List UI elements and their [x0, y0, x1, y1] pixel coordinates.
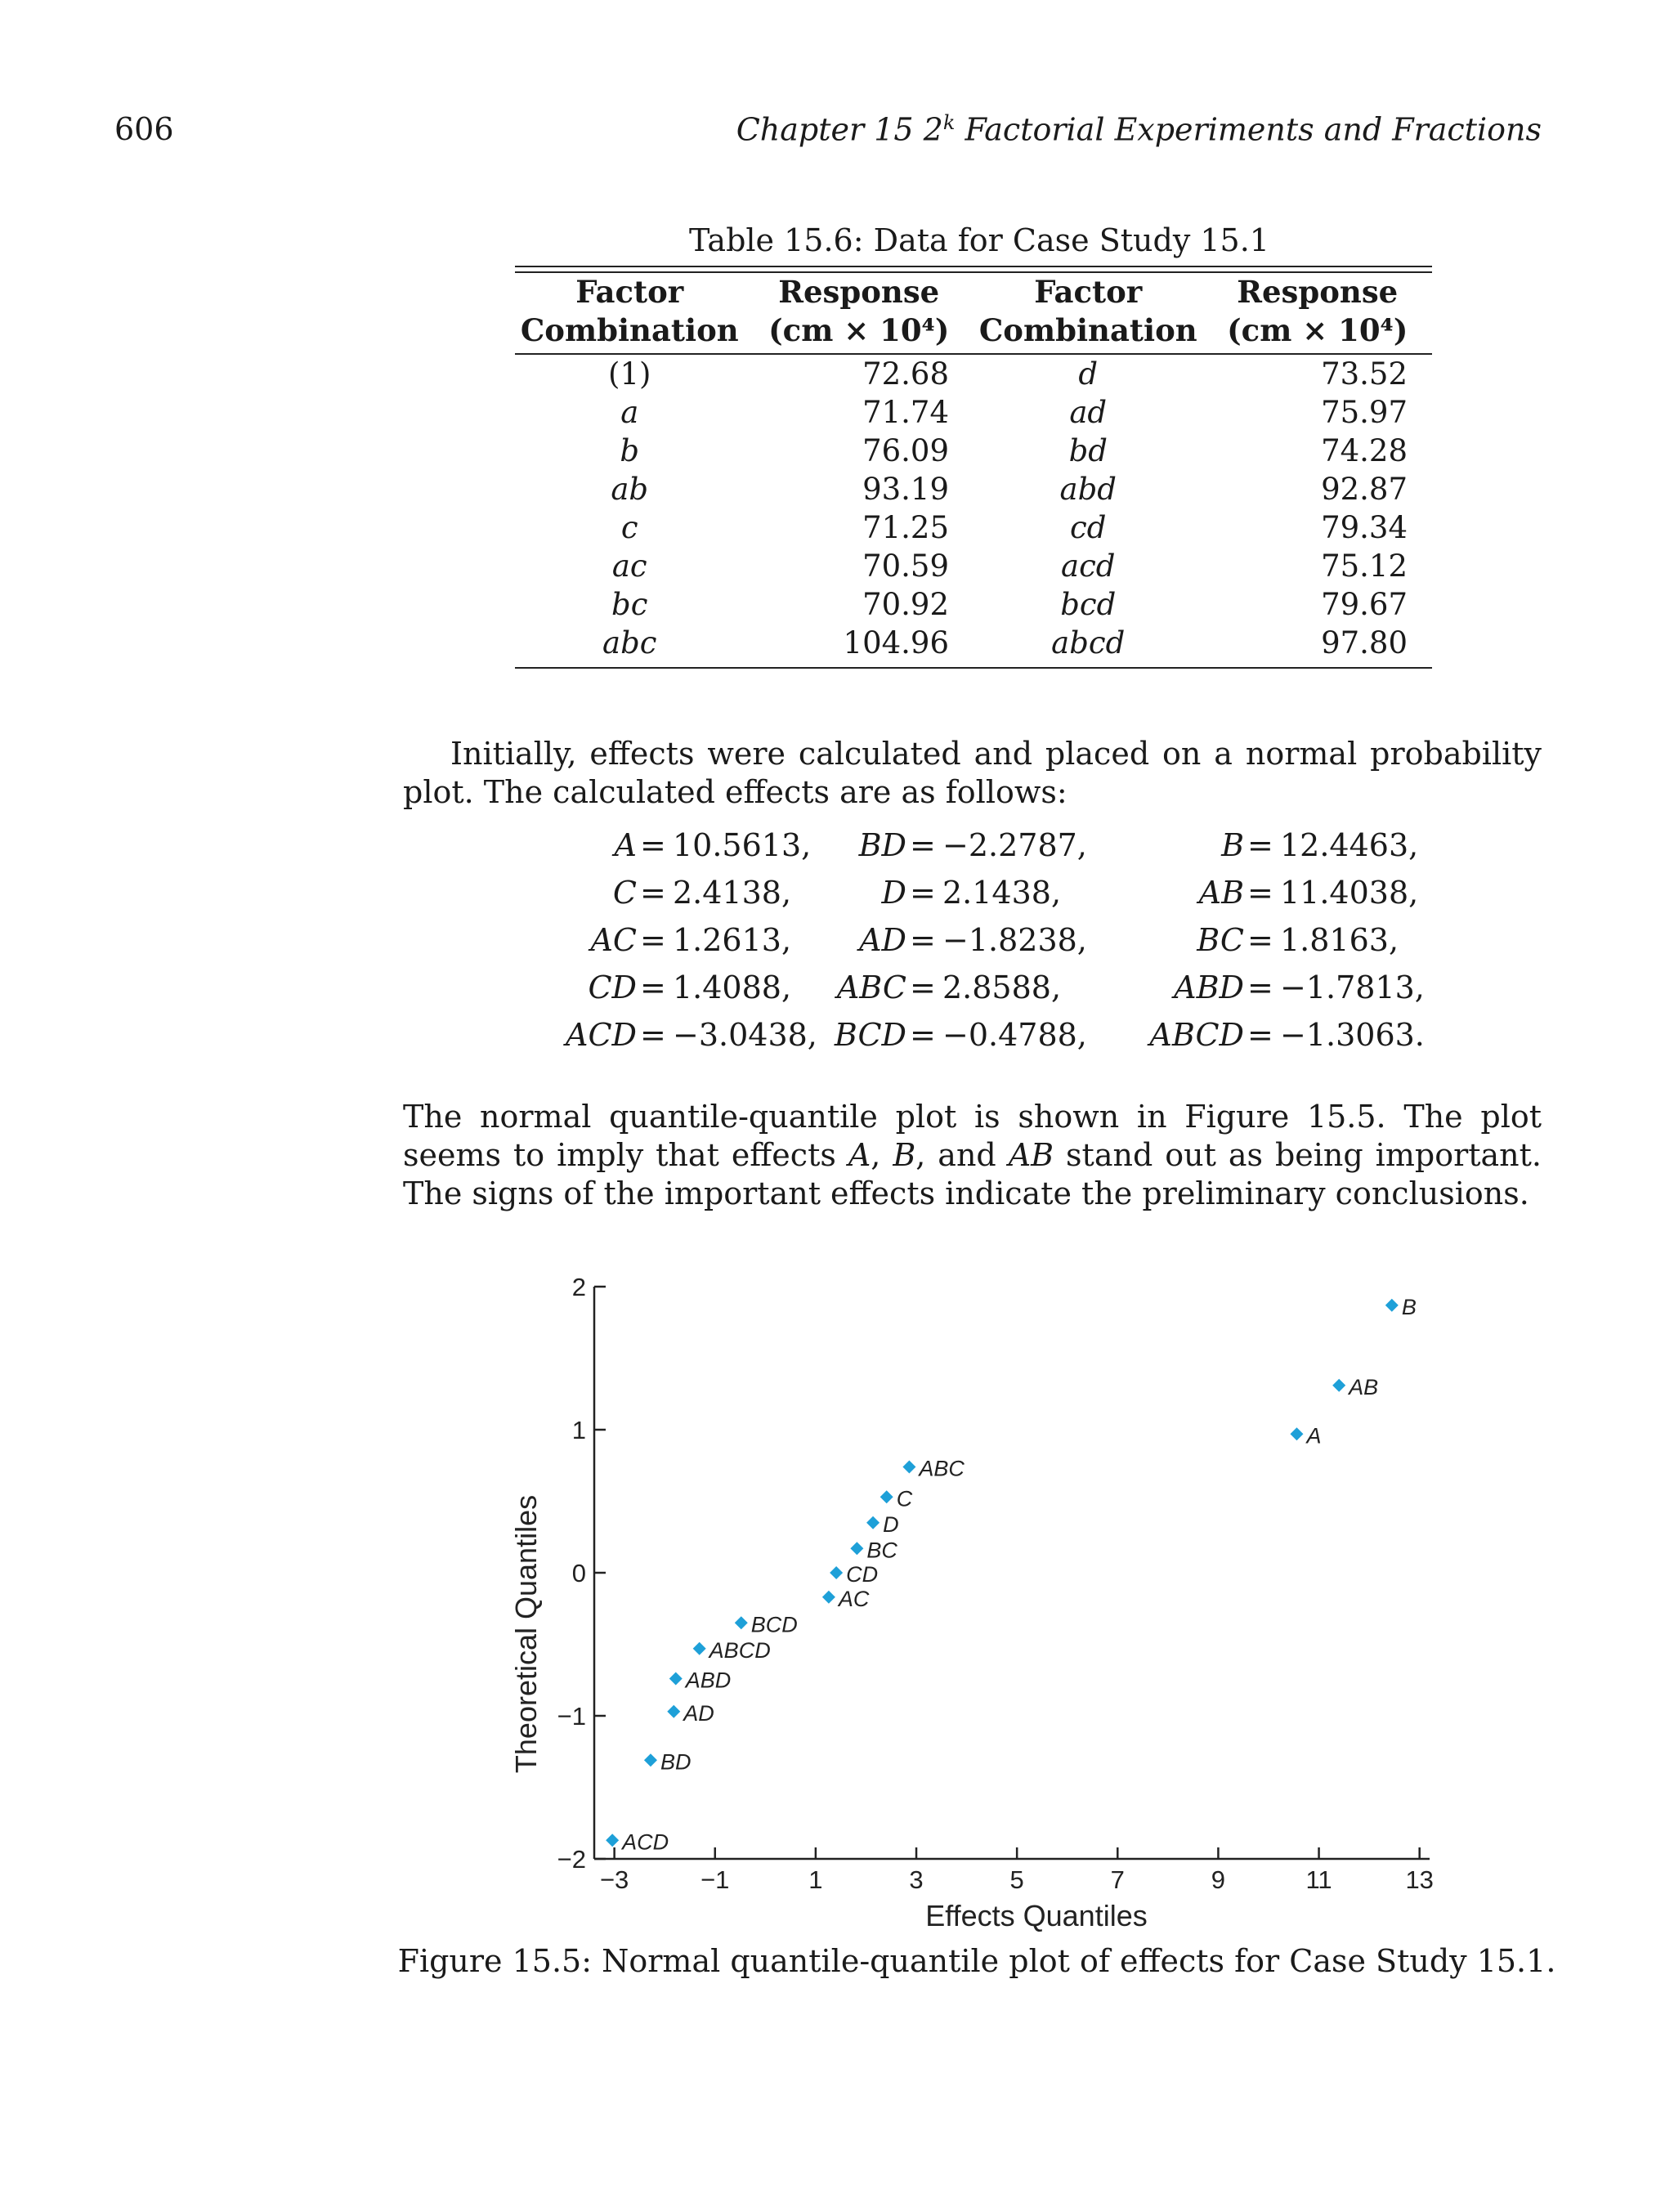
cell-r2: 75.12 [1321, 549, 1408, 584]
table-row [515, 432, 1432, 470]
effect-value: 11.4038, [1280, 875, 1419, 911]
y-tick-label: −2 [557, 1845, 586, 1874]
chapter-title-prefix: Chapter 15 2 [736, 111, 943, 148]
table-top-rule [515, 266, 1432, 273]
point-label: ABC [919, 1456, 965, 1481]
y-tick-label: 2 [571, 1273, 586, 1301]
cell-r2: 79.67 [1321, 587, 1408, 622]
chapter-title-suffix: Factorial Experiments and Fractions [955, 111, 1542, 148]
cell-f2: abcd [1051, 625, 1126, 660]
effect-symbol: AC [590, 922, 637, 958]
x-tick-label: −1 [700, 1865, 730, 1894]
effects-equations [0, 827, 1674, 1064]
p2-effect-a: A [848, 1137, 871, 1173]
point-marker [1385, 1299, 1399, 1312]
equals-sign: = [910, 827, 936, 863]
equals-sign: = [910, 875, 936, 911]
point-label: C [896, 1486, 913, 1511]
y-axis-label: Theoretical Quantiles [509, 1494, 543, 1774]
table-caption: Table 15.6: Data for Case Study 15.1 [689, 222, 1269, 258]
effect-value: −1.7813, [1280, 969, 1425, 1005]
cell-f1: abc [602, 625, 657, 660]
y-tick-label: −1 [557, 1702, 586, 1731]
effect-value: −3.0438, [673, 1017, 817, 1053]
cell-r1: 104.96 [843, 625, 949, 660]
cell-f1: c [620, 510, 638, 545]
effect-value: −1.3063. [1280, 1017, 1425, 1053]
point-label: B [1401, 1294, 1417, 1319]
y-tick-label: 1 [571, 1416, 586, 1444]
effect-symbol: BC [1197, 922, 1244, 958]
equals-sign: = [640, 1017, 666, 1053]
table-bottom-rule [515, 667, 1432, 669]
table-row [515, 547, 1432, 585]
effect-value: 2.8588, [942, 969, 1062, 1005]
effect-name [1221, 827, 1244, 863]
header-factor-1: Factor [575, 274, 684, 310]
cell-f2: bcd [1060, 587, 1117, 622]
equals-sign: = [910, 969, 936, 1005]
effect-name [588, 969, 637, 1005]
cell-f2: bd [1068, 433, 1108, 468]
effect-name [1174, 969, 1244, 1005]
point-label: ABCD [709, 1637, 771, 1663]
effect-name [590, 922, 637, 958]
effect-symbol: ABCD [1149, 1017, 1244, 1053]
effect-symbol: BCD [834, 1017, 906, 1053]
table-row [515, 508, 1432, 547]
header-combination-1: Combination [515, 311, 745, 354]
p2-effect-b: B [893, 1137, 916, 1173]
effect-name [615, 827, 637, 863]
x-tick-label: 1 [808, 1865, 823, 1894]
cell-r1: 71.25 [862, 510, 949, 545]
equals-sign: = [640, 875, 666, 911]
point-marker [1290, 1427, 1303, 1440]
cell-r1: 93.19 [862, 472, 949, 507]
point-marker [606, 1834, 619, 1847]
effect-value: −2.2787, [942, 827, 1087, 863]
point-label: A [1306, 1423, 1322, 1449]
cell-r1: 70.92 [862, 587, 949, 622]
effect-name [859, 922, 906, 958]
cell-r1: 71.74 [862, 395, 949, 430]
x-tick-label: 9 [1211, 1865, 1226, 1894]
cell-r1: 76.09 [862, 433, 949, 468]
running-header [736, 111, 1542, 148]
x-tick-label: 11 [1305, 1865, 1332, 1894]
cell-r1: 72.68 [862, 356, 949, 392]
cell-f2: ad [1069, 395, 1108, 430]
x-axis-label: Effects Quantiles [925, 1899, 1148, 1932]
effect-name [859, 827, 906, 863]
chapter-title-superscript: k [942, 111, 956, 134]
point-label: AB [1349, 1374, 1379, 1399]
point-marker [902, 1461, 915, 1474]
point-label: ABD [685, 1668, 732, 1693]
effect-value: 2.1438, [942, 875, 1062, 911]
cell-r2: 73.52 [1321, 356, 1408, 392]
effect-symbol: D [881, 875, 906, 911]
effect-value: 10.5613, [673, 827, 812, 863]
equals-sign: = [910, 1017, 936, 1053]
effect-name [1197, 922, 1244, 958]
effect-value: 2.4138, [673, 875, 792, 911]
effect-symbol: AD [859, 922, 906, 958]
point-label: ACD [622, 1829, 669, 1855]
equals-sign: = [640, 827, 666, 863]
data-table [515, 266, 1432, 669]
header-units-1: (cm × 10⁴) [745, 311, 974, 354]
paragraph-qq [403, 1098, 1542, 1213]
effect-symbol: AB [1198, 875, 1244, 911]
cell-f1: a [620, 395, 639, 430]
point-marker [830, 1566, 843, 1579]
effect-value: 1.4088, [673, 969, 792, 1005]
qq-plot [0, 1259, 1674, 1946]
cell-f2: abd [1059, 472, 1117, 507]
effect-symbol: CD [588, 969, 637, 1005]
equals-sign: = [1247, 922, 1273, 958]
point-label: BD [660, 1749, 692, 1775]
equals-sign: = [1247, 969, 1273, 1005]
cell-r2: 79.34 [1321, 510, 1408, 545]
x-tick-label: 5 [1009, 1865, 1024, 1894]
p2-effect-ab: AB [1008, 1137, 1054, 1173]
table-row [515, 393, 1432, 432]
effect-symbol: ABC [836, 969, 906, 1005]
effect-symbol: ACD [566, 1017, 637, 1053]
effect-name [882, 875, 906, 911]
cell-r2: 92.87 [1321, 472, 1408, 507]
cell-f1: b [620, 433, 640, 468]
y-tick-label: 0 [571, 1559, 586, 1587]
header-combination-2: Combination [974, 311, 1203, 354]
page-number: 606 [114, 111, 174, 147]
p2-text-2: , [871, 1137, 893, 1173]
equals-sign: = [640, 969, 666, 1005]
paragraph-intro-text: Initially, effects were calculated and placed on a normal probability plot. The calculated effects are as follows: [403, 736, 1542, 810]
effect-name [613, 875, 637, 911]
equals-sign: = [1247, 1017, 1273, 1053]
effect-name [566, 1017, 637, 1053]
x-tick-label: 3 [909, 1865, 924, 1894]
x-tick-label: 13 [1405, 1865, 1434, 1894]
effect-symbol: ABD [1174, 969, 1244, 1005]
p2-text-1: The normal quantile-quantile plot is shown in Figure 15.5. The plot seems to imply that effects [403, 1099, 1542, 1173]
point-marker [850, 1542, 863, 1555]
cell-r2: 97.80 [1321, 625, 1408, 660]
point-label: CD [846, 1562, 879, 1587]
point-marker [667, 1705, 680, 1718]
point-label: AC [838, 1586, 870, 1611]
effect-symbol: B [1221, 827, 1244, 863]
p2-text-4: stand out as being important. The signs of the important effects indicate the preliminary conclusions. [403, 1137, 1542, 1211]
cell-f2: cd [1070, 510, 1107, 545]
point-marker [880, 1490, 893, 1503]
effect-symbol: BD [858, 827, 906, 863]
effect-name [835, 1017, 906, 1053]
equals-sign: = [1247, 827, 1273, 863]
effect-name [1149, 1017, 1244, 1053]
header-response-1: Response [778, 274, 940, 310]
cell-f2: acd [1061, 549, 1116, 584]
x-tick-label: −3 [599, 1865, 629, 1894]
equals-sign: = [1247, 875, 1273, 911]
table-row [515, 624, 1432, 667]
figure-caption: Figure 15.5: Normal quantile-quantile plot of effects for Case Study 15.1. [397, 1943, 1556, 1979]
p2-text-3: , and [915, 1137, 1009, 1173]
cell-r1: 70.59 [862, 549, 949, 584]
point-marker [735, 1616, 748, 1629]
point-label: D [883, 1511, 899, 1537]
cell-f1: ac [611, 549, 647, 584]
effect-value: 1.2613, [673, 922, 792, 958]
equals-sign: = [640, 922, 666, 958]
point-marker [1332, 1379, 1345, 1392]
effect-value: −0.4788, [942, 1017, 1087, 1053]
equals-sign: = [910, 922, 936, 958]
cell-f1: bc [611, 587, 648, 622]
effect-value: −1.8238, [942, 922, 1087, 958]
effect-name [837, 969, 906, 1005]
x-tick-label: 7 [1110, 1865, 1125, 1894]
table-row [515, 585, 1432, 624]
effect-symbol: A [614, 827, 637, 863]
point-marker [669, 1672, 683, 1686]
point-label: BCD [750, 1612, 798, 1637]
cell-r2: 75.97 [1321, 395, 1408, 430]
cell-f1: ab [611, 472, 649, 507]
effect-value: 12.4463, [1280, 827, 1419, 863]
cell-r2: 74.28 [1321, 433, 1408, 468]
point-label: AD [683, 1700, 714, 1726]
table-row [515, 354, 1432, 393]
point-label: BC [866, 1538, 897, 1563]
table-row [515, 470, 1432, 508]
header-factor-2: Factor [1034, 274, 1143, 310]
point-marker [822, 1591, 835, 1604]
effect-name [1199, 875, 1244, 911]
paragraph-intro [403, 735, 1542, 812]
effect-value: 1.8163, [1280, 922, 1399, 958]
header-response-2: Response [1237, 274, 1399, 310]
point-marker [866, 1516, 880, 1529]
effect-symbol: C [612, 875, 637, 911]
header-units-2: (cm × 10⁴) [1203, 311, 1433, 354]
cell-f2: d [1078, 356, 1099, 392]
cell-f1: (1) [608, 356, 651, 392]
point-marker [693, 1642, 706, 1655]
point-marker [644, 1753, 657, 1766]
